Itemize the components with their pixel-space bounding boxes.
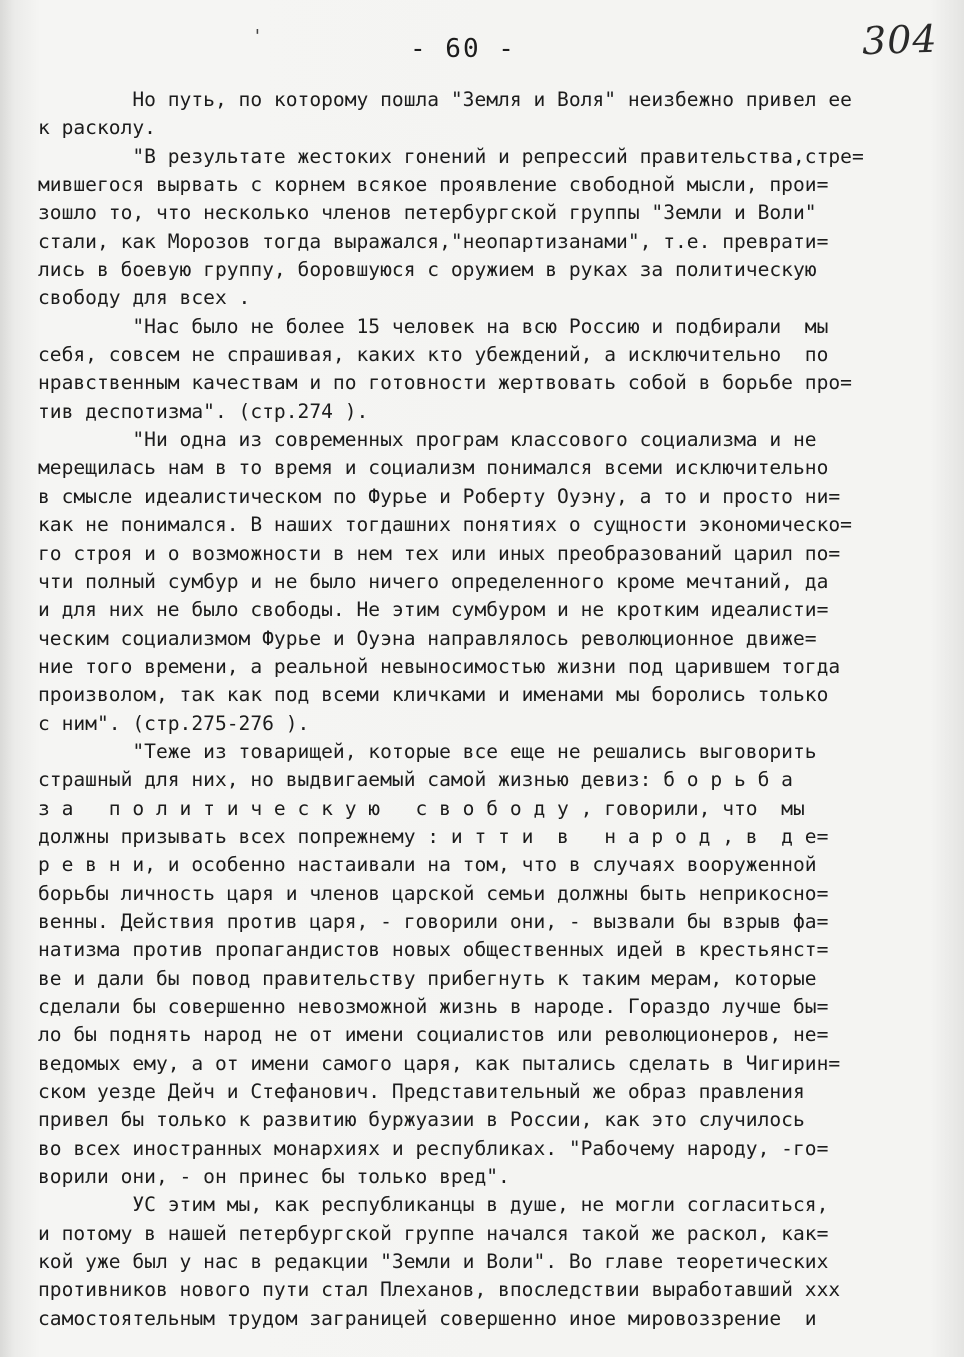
text-line: как не понимался. В наших тогдашних понятиях о сущности экономическо= — [38, 513, 852, 537]
text-line: чти полный сумбур и не было ничего определенного кроме мечтаний, да — [38, 569, 829, 593]
text-line: "В результате жестоких гонений и репрессий правительства,стре= — [38, 144, 864, 168]
text-line: го строя и о возможности в нем тех или иных преобразований царил по= — [38, 541, 841, 565]
text-line: нравственным качествам и по готовности жертвовать собой в борьбе про= — [38, 371, 852, 395]
text-line: "Теже из товарищей, которые все еще не решались выговорить — [38, 739, 817, 763]
text-line: во всех иностранных монархиях и республиках. "Рабочему народу, -го= — [38, 1136, 829, 1160]
archive-page-number: 304 — [861, 16, 939, 64]
text-line: ло бы поднять народ не от имени социалистов или революционеров, не= — [38, 1023, 829, 1047]
text-line: с ним". (стр.275-276 ). — [38, 711, 310, 735]
text-line: зошло то, что несколько членов петербургской группы "Земли и Воли" — [38, 201, 817, 225]
text-line: Но путь, по которому пошла "Земля и Воля" неизбежно привел ее — [38, 88, 852, 111]
text-line: ворили они, - он принес бы только вред". — [38, 1165, 510, 1189]
text-line: привел бы только к развитию буржуазии в России, как это случилось — [38, 1108, 805, 1132]
text-line: страшный для них, но выдвигаемый самой жизнью девиз: б о р ь б а — [38, 768, 793, 792]
typewritten-body — [38, 86, 934, 1333]
text-line: венны. Действия против царя, - говорили они, - вызвали бы взрыв фа= — [38, 909, 829, 933]
text-line: ческим социализмом Фурье и Оуэна направлялось революционное движе= — [38, 626, 817, 650]
text-line: ве и дали бы повод правительству прибегнуть к таким мерам, которые — [38, 966, 817, 990]
text-line: УС этим мы, как республиканцы в душе, не могли согласиться, — [38, 1193, 829, 1217]
text-line: лись в боевую группу, боровшуюся с оружием в руках за политическую — [38, 258, 817, 282]
text-line: "Ни одна из современных програм классового социализма и не — [38, 428, 817, 452]
text-line: ском уезде Дейч и Стефанович. Представительный же образ правления — [38, 1080, 805, 1104]
text-line: и потому в нашей петербургской группе начался такой же раскол, как= — [38, 1221, 829, 1245]
text-line: самостоятельным трудом заграницей совершенно иное мировоззрение и — [38, 1306, 817, 1330]
text-line: должны призывать всех попрежнему : и т т и в н а р о д , в д е= — [38, 824, 829, 848]
text-line: натизма против пропагандистов новых общественных идей в крестьянст= — [38, 938, 829, 962]
margin-mark: ' — [252, 26, 263, 47]
text-line: ние того времени, а реальной невыносимостью жизни под царившем тогда — [38, 654, 841, 678]
text-line: сделали бы совершенно невозможной жизнь в народе. Гораздо лучше бы= — [38, 995, 829, 1018]
text-line: тив деспотизма". (стр.274 ). — [38, 399, 369, 423]
text-line: мившегося вырвать с корнем всякое проявление свободной мысли, прои= — [38, 173, 829, 197]
text-line: и для них не было свободы. Не этим сумбуром и не кротким идеалисти= — [38, 598, 829, 622]
text-line: стали, как Морозов тогда выражался,"неопартизанами", т.е. преврати= — [38, 229, 829, 253]
text-line: себя, совсем не спрашивая, каких кто убеждений, а исключительно по — [38, 343, 829, 367]
text-line: свободу для всех . — [38, 286, 251, 310]
text-line: з а п о л и т и ч е с к у ю с в о б о д у , говорили, что мы — [38, 796, 805, 820]
text-line: борьбы личность царя и членов царской семьи должны быть неприкосно= — [38, 881, 829, 905]
text-line: мерещилась нам в то время и социализм понимался всеми исключительно — [38, 456, 829, 480]
text-line: ведомых ему, а от имени самого царя, как пытались сделать в Чигирин= — [38, 1051, 841, 1075]
text-line: кой уже был у нас в редакции "Земли и Воли". Во главе теоретических — [38, 1250, 829, 1274]
text-line: "Нас было не более 15 человек на всю Россию и подбирали мы — [38, 314, 829, 338]
text-line: противников нового пути стал Плеханов, впоследствии выработавший xxx — [38, 1278, 841, 1302]
text-line: произволом, так как под всеми кличками и именами мы боролись только — [38, 683, 829, 707]
text-line: р е в н и, и особенно настаивали на том, что в случаях вооруженной — [38, 853, 817, 877]
page-number: - 60 - — [410, 34, 516, 64]
text-line: к расколу. — [38, 116, 156, 140]
text-line: в смысле идеалистическом по Фурье и Роберту Оуэну, а то и просто ни= — [38, 484, 841, 508]
